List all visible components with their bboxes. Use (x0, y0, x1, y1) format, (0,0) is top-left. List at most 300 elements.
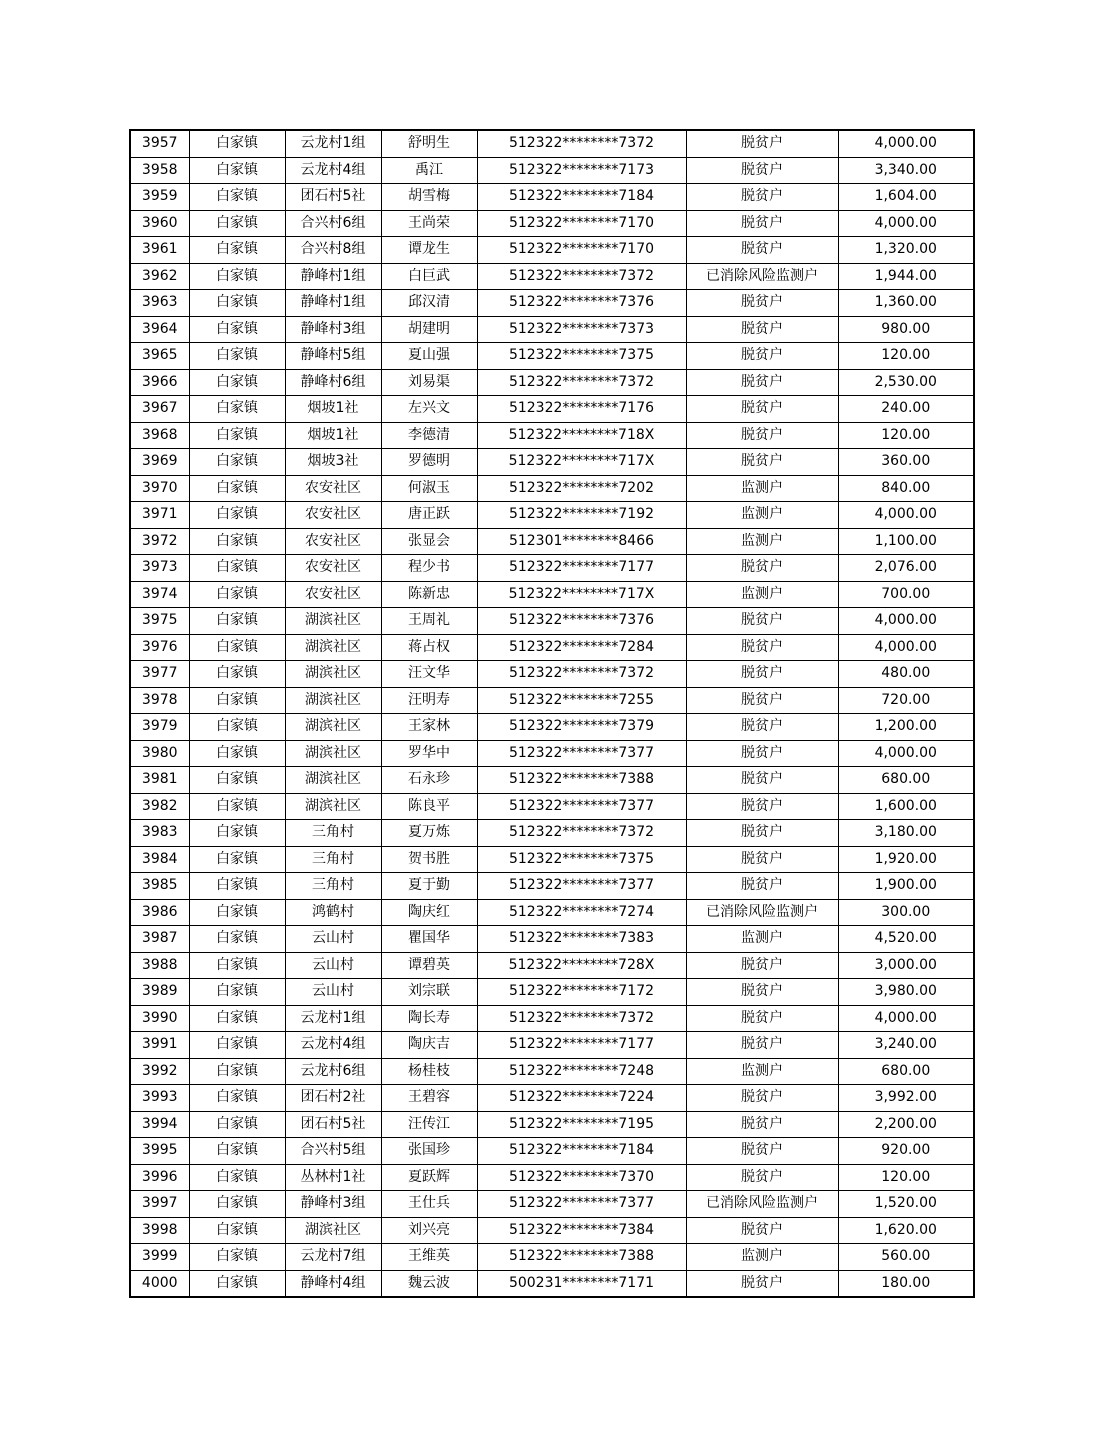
village-cell: 农安社区 (285, 555, 381, 582)
amount-cell: 4,000.00 (838, 130, 974, 157)
town-cell: 白家镇 (189, 369, 285, 396)
id-number-cell: 512322********728X (477, 952, 686, 979)
seq-cell: 3978 (130, 687, 189, 714)
seq-cell: 3989 (130, 979, 189, 1006)
seq-cell: 3976 (130, 634, 189, 661)
household-type-cell: 监测户 (686, 502, 838, 529)
table-row (130, 210, 974, 237)
village-cell: 静峰村3组 (285, 316, 381, 343)
household-type-cell: 脱贫户 (686, 184, 838, 211)
seq-cell: 3991 (130, 1032, 189, 1059)
town-cell: 白家镇 (189, 1217, 285, 1244)
name-cell: 李德清 (381, 422, 477, 449)
id-number-cell: 512322********7170 (477, 237, 686, 264)
amount-cell: 3,000.00 (838, 952, 974, 979)
id-number-cell: 512322********7170 (477, 210, 686, 237)
table-row (130, 687, 974, 714)
id-number-cell: 500231********7171 (477, 1270, 686, 1297)
amount-cell: 1,320.00 (838, 237, 974, 264)
town-cell: 白家镇 (189, 1005, 285, 1032)
table-row (130, 290, 974, 317)
amount-cell: 840.00 (838, 475, 974, 502)
town-cell: 白家镇 (189, 767, 285, 794)
seq-cell: 3968 (130, 422, 189, 449)
name-cell: 胡雪梅 (381, 184, 477, 211)
household-type-cell: 脱贫户 (686, 952, 838, 979)
village-cell: 云龙村7组 (285, 1244, 381, 1271)
village-cell: 三角村 (285, 820, 381, 847)
village-cell: 云山村 (285, 952, 381, 979)
amount-cell: 4,000.00 (838, 210, 974, 237)
table-row (130, 449, 974, 476)
subsidy-table (129, 129, 975, 1298)
seq-cell: 3982 (130, 793, 189, 820)
household-type-cell: 脱贫户 (686, 1270, 838, 1297)
table-row (130, 316, 974, 343)
household-type-cell: 脱贫户 (686, 979, 838, 1006)
id-number-cell: 512322********7370 (477, 1164, 686, 1191)
table-row (130, 661, 974, 688)
id-number-cell: 512322********7284 (477, 634, 686, 661)
household-type-cell: 脱贫户 (686, 714, 838, 741)
seq-cell: 3967 (130, 396, 189, 423)
town-cell: 白家镇 (189, 1058, 285, 1085)
household-type-cell: 脱贫户 (686, 1138, 838, 1165)
amount-cell: 1,200.00 (838, 714, 974, 741)
table-row (130, 714, 974, 741)
id-number-cell: 512322********7376 (477, 608, 686, 635)
amount-cell: 240.00 (838, 396, 974, 423)
id-number-cell: 512322********7372 (477, 369, 686, 396)
table-row (130, 634, 974, 661)
village-cell: 静峰村1组 (285, 263, 381, 290)
household-type-cell: 已消除风险监测户 (686, 899, 838, 926)
town-cell: 白家镇 (189, 130, 285, 157)
amount-cell: 720.00 (838, 687, 974, 714)
village-cell: 团石村5社 (285, 184, 381, 211)
table-row (130, 184, 974, 211)
table-row (130, 793, 974, 820)
village-cell: 鸿鹤村 (285, 899, 381, 926)
household-type-cell: 脱贫户 (686, 634, 838, 661)
town-cell: 白家镇 (189, 608, 285, 635)
name-cell: 王维英 (381, 1244, 477, 1271)
name-cell: 陶庆红 (381, 899, 477, 926)
name-cell: 何淑玉 (381, 475, 477, 502)
name-cell: 陈新忠 (381, 581, 477, 608)
name-cell: 王周礼 (381, 608, 477, 635)
name-cell: 石永珍 (381, 767, 477, 794)
amount-cell: 1,944.00 (838, 263, 974, 290)
id-number-cell: 512322********7384 (477, 1217, 686, 1244)
name-cell: 禹江 (381, 157, 477, 184)
id-number-cell: 512322********7177 (477, 1032, 686, 1059)
id-number-cell: 512322********7377 (477, 1191, 686, 1218)
town-cell: 白家镇 (189, 316, 285, 343)
household-type-cell: 脱贫户 (686, 608, 838, 635)
household-type-cell: 监测户 (686, 581, 838, 608)
table-row (130, 1217, 974, 1244)
town-cell: 白家镇 (189, 1138, 285, 1165)
town-cell: 白家镇 (189, 343, 285, 370)
village-cell: 云龙村1组 (285, 1005, 381, 1032)
seq-cell: 3984 (130, 846, 189, 873)
id-number-cell: 512322********7224 (477, 1085, 686, 1112)
household-type-cell: 脱贫户 (686, 1217, 838, 1244)
household-type-cell: 脱贫户 (686, 316, 838, 343)
town-cell: 白家镇 (189, 952, 285, 979)
id-number-cell: 512322********7202 (477, 475, 686, 502)
name-cell: 王家林 (381, 714, 477, 741)
town-cell: 白家镇 (189, 157, 285, 184)
amount-cell: 4,000.00 (838, 1005, 974, 1032)
seq-cell: 3995 (130, 1138, 189, 1165)
name-cell: 陈良平 (381, 793, 477, 820)
seq-cell: 3996 (130, 1164, 189, 1191)
id-number-cell: 512322********7176 (477, 396, 686, 423)
name-cell: 刘易渠 (381, 369, 477, 396)
town-cell: 白家镇 (189, 1191, 285, 1218)
seq-cell: 3980 (130, 740, 189, 767)
amount-cell: 4,000.00 (838, 502, 974, 529)
id-number-cell: 512322********7173 (477, 157, 686, 184)
town-cell: 白家镇 (189, 661, 285, 688)
name-cell: 胡建明 (381, 316, 477, 343)
amount-cell: 2,530.00 (838, 369, 974, 396)
table-row (130, 820, 974, 847)
table-row (130, 343, 974, 370)
village-cell: 静峰村5组 (285, 343, 381, 370)
amount-cell: 1,100.00 (838, 528, 974, 555)
household-type-cell: 脱贫户 (686, 793, 838, 820)
town-cell: 白家镇 (189, 1164, 285, 1191)
seq-cell: 3959 (130, 184, 189, 211)
seq-cell: 3964 (130, 316, 189, 343)
town-cell: 白家镇 (189, 1032, 285, 1059)
town-cell: 白家镇 (189, 555, 285, 582)
name-cell: 谭碧英 (381, 952, 477, 979)
household-type-cell: 脱贫户 (686, 369, 838, 396)
town-cell: 白家镇 (189, 502, 285, 529)
village-cell: 静峰村1组 (285, 290, 381, 317)
amount-cell: 480.00 (838, 661, 974, 688)
household-type-cell: 已消除风险监测户 (686, 1191, 838, 1218)
household-type-cell: 脱贫户 (686, 1032, 838, 1059)
amount-cell: 3,980.00 (838, 979, 974, 1006)
id-number-cell: 512322********7377 (477, 793, 686, 820)
village-cell: 静峰村3组 (285, 1191, 381, 1218)
household-type-cell: 脱贫户 (686, 740, 838, 767)
id-number-cell: 512322********7372 (477, 263, 686, 290)
amount-cell: 1,920.00 (838, 846, 974, 873)
household-type-cell: 脱贫户 (686, 343, 838, 370)
table-row (130, 157, 974, 184)
id-number-cell: 512322********7177 (477, 555, 686, 582)
name-cell: 贺书胜 (381, 846, 477, 873)
name-cell: 汪明寿 (381, 687, 477, 714)
village-cell: 湖滨社区 (285, 740, 381, 767)
household-type-cell: 监测户 (686, 1244, 838, 1271)
village-cell: 湖滨社区 (285, 767, 381, 794)
village-cell: 丛林村1社 (285, 1164, 381, 1191)
name-cell: 瞿国华 (381, 926, 477, 953)
town-cell: 白家镇 (189, 290, 285, 317)
table-row (130, 767, 974, 794)
id-number-cell: 512322********7248 (477, 1058, 686, 1085)
amount-cell: 1,604.00 (838, 184, 974, 211)
village-cell: 农安社区 (285, 528, 381, 555)
village-cell: 烟坡1社 (285, 396, 381, 423)
seq-cell: 3974 (130, 581, 189, 608)
household-type-cell: 脱贫户 (686, 157, 838, 184)
amount-cell: 3,180.00 (838, 820, 974, 847)
name-cell: 罗德明 (381, 449, 477, 476)
amount-cell: 3,340.00 (838, 157, 974, 184)
household-type-cell: 脱贫户 (686, 1111, 838, 1138)
id-number-cell: 512322********7388 (477, 767, 686, 794)
household-type-cell: 监测户 (686, 926, 838, 953)
village-cell: 湖滨社区 (285, 687, 381, 714)
town-cell: 白家镇 (189, 926, 285, 953)
name-cell: 谭龙生 (381, 237, 477, 264)
table-row (130, 555, 974, 582)
table-row (130, 1138, 974, 1165)
town-cell: 白家镇 (189, 820, 285, 847)
household-type-cell: 脱贫户 (686, 687, 838, 714)
town-cell: 白家镇 (189, 740, 285, 767)
amount-cell: 300.00 (838, 899, 974, 926)
village-cell: 云龙村6组 (285, 1058, 381, 1085)
name-cell: 舒明生 (381, 130, 477, 157)
town-cell: 白家镇 (189, 1085, 285, 1112)
seq-cell: 3966 (130, 369, 189, 396)
household-type-cell: 脱贫户 (686, 130, 838, 157)
seq-cell: 3969 (130, 449, 189, 476)
amount-cell: 180.00 (838, 1270, 974, 1297)
seq-cell: 3987 (130, 926, 189, 953)
household-type-cell: 已消除风险监测户 (686, 263, 838, 290)
town-cell: 白家镇 (189, 263, 285, 290)
seq-cell: 3971 (130, 502, 189, 529)
household-type-cell: 脱贫户 (686, 449, 838, 476)
village-cell: 合兴村8组 (285, 237, 381, 264)
town-cell: 白家镇 (189, 714, 285, 741)
household-type-cell: 监测户 (686, 528, 838, 555)
village-cell: 农安社区 (285, 581, 381, 608)
id-number-cell: 512322********7375 (477, 846, 686, 873)
seq-cell: 3975 (130, 608, 189, 635)
table-row (130, 1032, 974, 1059)
id-number-cell: 512322********7184 (477, 1138, 686, 1165)
seq-cell: 3973 (130, 555, 189, 582)
town-cell: 白家镇 (189, 528, 285, 555)
household-type-cell: 脱贫户 (686, 1164, 838, 1191)
table-row (130, 873, 974, 900)
name-cell: 刘兴亮 (381, 1217, 477, 1244)
household-type-cell: 脱贫户 (686, 290, 838, 317)
amount-cell: 980.00 (838, 316, 974, 343)
household-type-cell: 脱贫户 (686, 1005, 838, 1032)
id-number-cell: 512322********7377 (477, 740, 686, 767)
name-cell: 邱汉清 (381, 290, 477, 317)
table-row (130, 1085, 974, 1112)
village-cell: 合兴村5组 (285, 1138, 381, 1165)
village-cell: 团石村2社 (285, 1085, 381, 1112)
seq-cell: 3990 (130, 1005, 189, 1032)
household-type-cell: 脱贫户 (686, 846, 838, 873)
town-cell: 白家镇 (189, 634, 285, 661)
table-row (130, 581, 974, 608)
name-cell: 王仕兵 (381, 1191, 477, 1218)
name-cell: 白巨武 (381, 263, 477, 290)
village-cell: 湖滨社区 (285, 608, 381, 635)
name-cell: 夏山强 (381, 343, 477, 370)
seq-cell: 3965 (130, 343, 189, 370)
village-cell: 农安社区 (285, 502, 381, 529)
id-number-cell: 512322********7192 (477, 502, 686, 529)
name-cell: 夏跃辉 (381, 1164, 477, 1191)
household-type-cell: 脱贫户 (686, 210, 838, 237)
id-number-cell: 512322********7379 (477, 714, 686, 741)
town-cell: 白家镇 (189, 449, 285, 476)
id-number-cell: 512322********7377 (477, 873, 686, 900)
seq-cell: 3988 (130, 952, 189, 979)
seq-cell: 3998 (130, 1217, 189, 1244)
seq-cell: 3983 (130, 820, 189, 847)
table-row (130, 475, 974, 502)
village-cell: 三角村 (285, 846, 381, 873)
household-type-cell: 脱贫户 (686, 820, 838, 847)
village-cell: 静峰村4组 (285, 1270, 381, 1297)
amount-cell: 4,000.00 (838, 634, 974, 661)
name-cell: 夏万炼 (381, 820, 477, 847)
table-row (130, 369, 974, 396)
household-type-cell: 脱贫户 (686, 1085, 838, 1112)
id-number-cell: 512322********7376 (477, 290, 686, 317)
table-row (130, 1244, 974, 1271)
seq-cell: 3994 (130, 1111, 189, 1138)
name-cell: 左兴文 (381, 396, 477, 423)
village-cell: 烟坡1社 (285, 422, 381, 449)
id-number-cell: 512322********717X (477, 449, 686, 476)
table-row (130, 502, 974, 529)
table-row (130, 608, 974, 635)
town-cell: 白家镇 (189, 1244, 285, 1271)
village-cell: 云山村 (285, 979, 381, 1006)
household-type-cell: 脱贫户 (686, 555, 838, 582)
town-cell: 白家镇 (189, 1111, 285, 1138)
amount-cell: 1,600.00 (838, 793, 974, 820)
amount-cell: 680.00 (838, 767, 974, 794)
household-type-cell: 监测户 (686, 1058, 838, 1085)
id-number-cell: 512322********7373 (477, 316, 686, 343)
table-body (130, 130, 974, 1297)
table-row (130, 422, 974, 449)
id-number-cell: 512322********7255 (477, 687, 686, 714)
seq-cell: 3977 (130, 661, 189, 688)
seq-cell: 3961 (130, 237, 189, 264)
amount-cell: 120.00 (838, 343, 974, 370)
seq-cell: 3962 (130, 263, 189, 290)
name-cell: 张国珍 (381, 1138, 477, 1165)
amount-cell: 120.00 (838, 422, 974, 449)
id-number-cell: 512322********717X (477, 581, 686, 608)
table-row (130, 396, 974, 423)
amount-cell: 1,900.00 (838, 873, 974, 900)
name-cell: 王尚荣 (381, 210, 477, 237)
town-cell: 白家镇 (189, 237, 285, 264)
village-cell: 湖滨社区 (285, 661, 381, 688)
village-cell: 云山村 (285, 926, 381, 953)
amount-cell: 2,076.00 (838, 555, 974, 582)
village-cell: 湖滨社区 (285, 793, 381, 820)
table-row (130, 1164, 974, 1191)
town-cell: 白家镇 (189, 1270, 285, 1297)
village-cell: 湖滨社区 (285, 1217, 381, 1244)
id-number-cell: 512301********8466 (477, 528, 686, 555)
seq-cell: 3999 (130, 1244, 189, 1271)
table-row (130, 263, 974, 290)
amount-cell: 1,360.00 (838, 290, 974, 317)
village-cell: 农安社区 (285, 475, 381, 502)
amount-cell: 4,520.00 (838, 926, 974, 953)
amount-cell: 920.00 (838, 1138, 974, 1165)
seq-cell: 3957 (130, 130, 189, 157)
table-row (130, 979, 974, 1006)
household-type-cell: 脱贫户 (686, 237, 838, 264)
name-cell: 魏云波 (381, 1270, 477, 1297)
town-cell: 白家镇 (189, 422, 285, 449)
name-cell: 唐正跃 (381, 502, 477, 529)
town-cell: 白家镇 (189, 873, 285, 900)
village-cell: 合兴村6组 (285, 210, 381, 237)
name-cell: 汪传江 (381, 1111, 477, 1138)
id-number-cell: 512322********7375 (477, 343, 686, 370)
household-type-cell: 脱贫户 (686, 422, 838, 449)
amount-cell: 700.00 (838, 581, 974, 608)
amount-cell: 3,240.00 (838, 1032, 974, 1059)
id-number-cell: 512322********7274 (477, 899, 686, 926)
seq-cell: 4000 (130, 1270, 189, 1297)
seq-cell: 3992 (130, 1058, 189, 1085)
village-cell: 静峰村6组 (285, 369, 381, 396)
town-cell: 白家镇 (189, 793, 285, 820)
name-cell: 汪文华 (381, 661, 477, 688)
amount-cell: 360.00 (838, 449, 974, 476)
name-cell: 陶庆吉 (381, 1032, 477, 1059)
name-cell: 蒋占权 (381, 634, 477, 661)
table-row (130, 1005, 974, 1032)
id-number-cell: 512322********7388 (477, 1244, 686, 1271)
seq-cell: 3993 (130, 1085, 189, 1112)
id-number-cell: 512322********7372 (477, 1005, 686, 1032)
table-row (130, 1111, 974, 1138)
town-cell: 白家镇 (189, 846, 285, 873)
name-cell: 张显会 (381, 528, 477, 555)
town-cell: 白家镇 (189, 687, 285, 714)
id-number-cell: 512322********7195 (477, 1111, 686, 1138)
village-cell: 云龙村4组 (285, 157, 381, 184)
amount-cell: 1,520.00 (838, 1191, 974, 1218)
table-row (130, 846, 974, 873)
village-cell: 云龙村4组 (285, 1032, 381, 1059)
household-type-cell: 脱贫户 (686, 767, 838, 794)
amount-cell: 1,620.00 (838, 1217, 974, 1244)
village-cell: 湖滨社区 (285, 714, 381, 741)
household-type-cell: 监测户 (686, 475, 838, 502)
seq-cell: 3958 (130, 157, 189, 184)
id-number-cell: 512322********7383 (477, 926, 686, 953)
